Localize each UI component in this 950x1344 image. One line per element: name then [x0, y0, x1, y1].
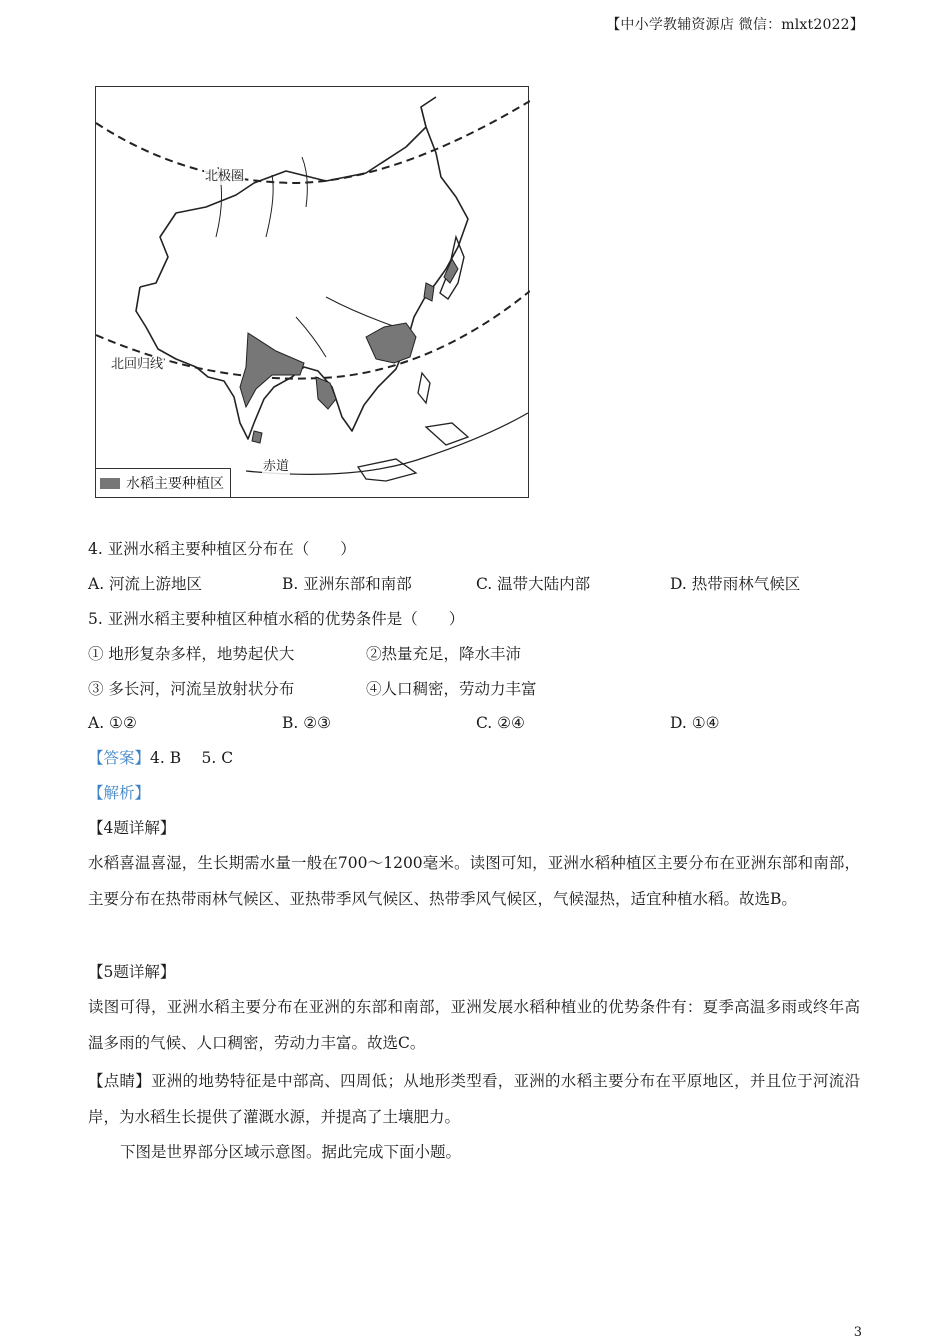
q4-option-c: C. 温带大陆内部: [476, 575, 591, 593]
answer-line: [88, 747, 233, 769]
next-question-intro: 下图是世界部分区域示意图。据此完成下面小题。: [120, 1143, 462, 1161]
page-number: 3: [853, 1325, 862, 1340]
q5-option-d: D. ①④: [670, 714, 720, 732]
q5-item-1: ① 地形复杂多样，地势起伏大: [88, 645, 295, 663]
q4-option-a: A. 河流上游地区: [88, 575, 203, 593]
rice-area-japan: [444, 259, 458, 283]
arctic-circle-line: [96, 101, 530, 183]
q5-option-c: C. ②④: [476, 714, 525, 732]
asia-map-drawing: [96, 87, 530, 499]
q5-option-a: A. ①②: [88, 714, 137, 732]
equator-label: 赤道: [263, 459, 290, 474]
rice-area-east-china: [366, 323, 416, 363]
q4-option-b: B. 亚洲东部和南部: [282, 575, 412, 593]
q5-option-b: B. ②③: [282, 714, 332, 732]
q4-option-d: D. 热带雨林气候区: [670, 575, 801, 593]
q5-item-4: ④人口稠密，劳动力丰富: [366, 680, 537, 698]
tropic-of-cancer-label: 北回归线: [111, 357, 164, 372]
detail4-text: 水稻喜温喜湿，生长期需水量一般在700～1200毫米。读图可知，亚洲水稻种植区主要分布在亚洲东部和南部，主要分布在热带雨林气候区、亚热带季风气候区、热带季风气候区，气候湿热，适宜种植水稻。故选B。: [88, 854, 860, 908]
rice-area-korea: [424, 283, 434, 301]
q5-stem: 5. 亚洲水稻主要种植区种植水稻的优势条件是（ ）: [88, 610, 465, 628]
tip-text: 【点睛】亚洲的地势特征是中部高、四周低；从地形类型看，亚洲的水稻主要分布在平原地区，并且位于河流沿岸，为水稻生长提供了灌溉水源，并提高了土壤肥力。: [88, 1072, 860, 1126]
legend-label: 水稻主要种植区: [126, 476, 224, 492]
philippine-islands: [418, 373, 430, 403]
river-lines: [216, 157, 396, 357]
map-legend: [96, 468, 231, 497]
header-note: 【中小学教辅资源店 微信：mlxt2022】: [606, 17, 864, 33]
detail5-title: 【5题详解】: [88, 963, 176, 981]
answer-text: 4. B 5. C: [150, 749, 234, 767]
asia-coastline: [136, 97, 468, 439]
rice-area-southeast-asia: [316, 377, 336, 409]
detail5-text: 读图可得，亚洲水稻主要分布在亚洲的东部和南部，亚洲发展水稻种植业的优势条件有：夏季高温多雨或终年高温多雨的气候、人口稠密，劳动力丰富。故选C。: [88, 998, 860, 1052]
asia-rice-map: [95, 86, 529, 498]
q5-item-2: ②热量充足，降水丰沛: [366, 645, 522, 663]
rice-area-india: [240, 333, 304, 407]
rice-area-sri-lanka: [252, 431, 262, 443]
q5-item-3: ③ 多长河，河流呈放射状分布: [88, 680, 295, 698]
arctic-circle-label: 北极圈: [205, 169, 245, 184]
analysis-tag: 【解析】: [88, 784, 151, 802]
detail4-title: 【4题详解】: [88, 819, 176, 837]
answer-tag: 【答案】: [88, 749, 151, 767]
southeast-asia-islands: [358, 423, 468, 481]
q4-stem: 4. 亚洲水稻主要种植区分布在（ ）: [88, 540, 356, 558]
rice-area-swatch: [100, 478, 120, 489]
